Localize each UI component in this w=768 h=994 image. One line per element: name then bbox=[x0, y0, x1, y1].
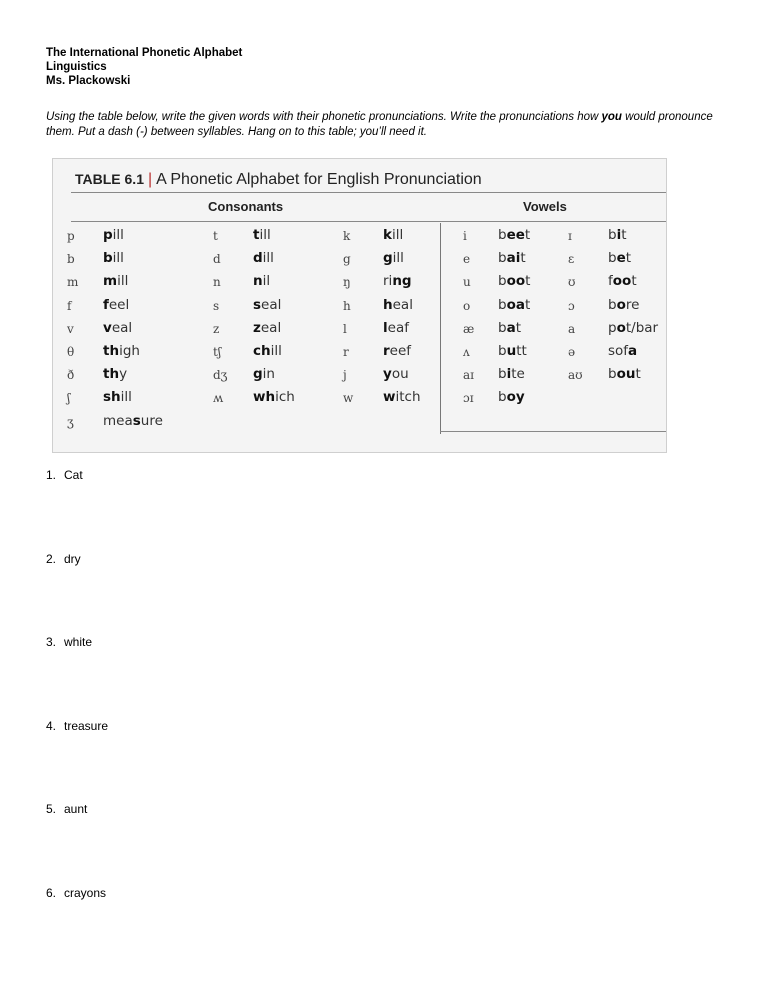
instructions-part2: would pronounce them. Put a dash (-) between syllables. Hang on to this table; you’ll need it. bbox=[46, 111, 713, 138]
vowel-example-word: bout bbox=[608, 366, 641, 383]
consonant-example-word: you bbox=[383, 366, 409, 383]
question-number: 3. bbox=[46, 635, 57, 649]
vowel-symbol: æ bbox=[463, 321, 475, 336]
consonant-symbol: h bbox=[343, 298, 351, 313]
table-title bbox=[75, 171, 482, 189]
vowel-symbol: aʊ bbox=[568, 368, 583, 383]
title-separator: | bbox=[147, 171, 153, 188]
vowel-symbol: ɛ bbox=[568, 252, 575, 267]
consonant-example-word: mill bbox=[103, 273, 129, 290]
worksheet-title: The International Phonetic Alphabet bbox=[46, 47, 243, 59]
vowel-example-word: bet bbox=[608, 250, 632, 267]
vowel-example-word: sofa bbox=[608, 343, 638, 359]
consonant-example-word: nil bbox=[253, 273, 271, 290]
vowel-symbol: aɪ bbox=[463, 368, 474, 383]
vowel-example-word: boy bbox=[498, 389, 525, 406]
vowel-symbol: i bbox=[463, 229, 467, 243]
question-number: 5. bbox=[46, 802, 57, 816]
consonant-symbol: dʒ bbox=[213, 368, 228, 383]
consonant-symbol: tʃ bbox=[213, 345, 222, 359]
consonant-example-word: thy bbox=[103, 366, 128, 383]
consonant-symbol: n bbox=[213, 275, 221, 290]
question-item bbox=[46, 802, 87, 816]
question-word: Cat bbox=[64, 468, 83, 482]
vowel-example-word: bait bbox=[498, 250, 526, 267]
table-divider bbox=[440, 223, 441, 434]
consonant-symbol: f bbox=[67, 298, 72, 313]
instructions-emphasis: you bbox=[601, 111, 622, 123]
vowel-symbol: ɪ bbox=[568, 229, 572, 243]
question-word: aunt bbox=[64, 802, 88, 816]
consonant-example-word: heal bbox=[383, 296, 413, 313]
question-number: 4. bbox=[46, 718, 57, 733]
vowel-example-word: bore bbox=[608, 296, 640, 313]
question-word: dry bbox=[64, 551, 81, 566]
question-item bbox=[46, 552, 81, 566]
vowel-example-word: butt bbox=[498, 343, 527, 359]
consonant-example-word: ring bbox=[383, 273, 412, 290]
consonant-symbol: m bbox=[67, 275, 79, 290]
consonant-symbol: j bbox=[343, 368, 347, 383]
question-item bbox=[46, 468, 83, 482]
vowel-example-word: bite bbox=[498, 366, 525, 383]
question-item bbox=[46, 719, 108, 733]
consonant-symbol: ʍ bbox=[213, 391, 224, 406]
consonant-symbol: d bbox=[213, 252, 221, 267]
vowel-example-word: beet bbox=[498, 227, 531, 243]
consonant-symbol: s bbox=[213, 298, 220, 313]
consonant-symbol: v bbox=[67, 321, 74, 336]
consonants-heading: Consonants bbox=[208, 199, 284, 214]
consonant-symbol: ŋ bbox=[343, 275, 351, 290]
vowel-example-word: pot/bar bbox=[608, 319, 659, 336]
question-word: white bbox=[64, 635, 93, 649]
consonant-example-word: chill bbox=[253, 343, 282, 359]
question-word: treasure bbox=[64, 718, 109, 733]
consonant-symbol: k bbox=[343, 229, 351, 243]
consonant-example-word: gin bbox=[253, 366, 275, 383]
consonant-example-word: pill bbox=[103, 227, 124, 243]
instructions bbox=[46, 110, 726, 140]
table-title-text: A Phonetic Alphabet for English Pronunciation bbox=[156, 171, 482, 188]
consonant-example-word: thigh bbox=[103, 343, 140, 359]
vowel-symbol: u bbox=[463, 275, 471, 290]
consonant-example-word: till bbox=[253, 227, 271, 243]
question-number: 6. bbox=[46, 885, 57, 900]
course-name: Linguistics bbox=[46, 61, 107, 73]
consonant-example-word: measure bbox=[103, 412, 163, 429]
consonant-example-word: leaf bbox=[383, 319, 409, 336]
vowel-symbol: o bbox=[463, 298, 471, 313]
vowel-example-word: bat bbox=[498, 319, 521, 336]
header-rule bbox=[71, 221, 666, 222]
title-rule bbox=[71, 192, 666, 193]
vowel-bottom-rule bbox=[440, 431, 666, 432]
consonant-symbol: l bbox=[343, 321, 347, 336]
consonant-symbol: ʒ bbox=[67, 414, 74, 429]
consonant-symbol: b bbox=[67, 252, 75, 267]
consonant-symbol: g bbox=[343, 252, 351, 267]
consonant-example-word: reef bbox=[383, 343, 412, 359]
consonant-example-word: veal bbox=[103, 319, 133, 336]
vowel-symbol: ɔɪ bbox=[463, 391, 474, 406]
consonant-symbol: r bbox=[343, 345, 349, 359]
vowel-symbol: e bbox=[463, 252, 471, 267]
worksheet-header bbox=[46, 46, 242, 88]
consonant-symbol: θ bbox=[67, 345, 75, 359]
vowel-example-word: foot bbox=[608, 273, 637, 290]
vowel-symbol: ʌ bbox=[463, 345, 470, 359]
instructions-part1: Using the table below, write the given words with their phonetic pronunciations. Write the pronunciations how bbox=[46, 111, 602, 123]
question-item bbox=[46, 886, 106, 900]
consonant-symbol: ʃ bbox=[67, 391, 71, 406]
question-word: crayons bbox=[64, 885, 107, 900]
consonant-symbol: w bbox=[343, 391, 354, 406]
consonant-symbol: p bbox=[67, 229, 75, 243]
vowels-heading: Vowels bbox=[523, 199, 567, 214]
vowel-symbol: ʊ bbox=[568, 275, 576, 290]
consonant-example-word: which bbox=[253, 389, 295, 406]
question-item bbox=[46, 635, 92, 649]
phonetic-alphabet-table bbox=[52, 158, 667, 453]
consonant-example-word: seal bbox=[253, 296, 282, 313]
consonant-example-word: witch bbox=[383, 389, 421, 406]
vowel-example-word: boot bbox=[498, 273, 531, 290]
consonant-example-word: zeal bbox=[253, 319, 282, 336]
consonant-example-word: shill bbox=[103, 389, 132, 406]
vowel-symbol: ɔ bbox=[568, 298, 575, 313]
consonant-example-word: dill bbox=[253, 250, 274, 267]
teacher-name: Ms. Plackowski bbox=[46, 75, 131, 87]
table-number: TABLE 6.1 bbox=[75, 171, 144, 187]
vowel-symbol: ə bbox=[568, 345, 576, 359]
vowel-example-word: boat bbox=[498, 296, 531, 313]
consonant-symbol: z bbox=[213, 321, 220, 336]
consonant-example-word: kill bbox=[383, 227, 404, 243]
vowel-example-word: bit bbox=[608, 227, 627, 243]
consonant-example-word: gill bbox=[383, 250, 404, 267]
question-number: 1. bbox=[46, 468, 57, 482]
consonant-symbol: t bbox=[213, 229, 218, 243]
question-number: 2. bbox=[46, 551, 57, 566]
consonant-example-word: bill bbox=[103, 250, 124, 267]
vowel-symbol: a bbox=[568, 321, 576, 336]
consonant-symbol: ð bbox=[67, 368, 75, 383]
consonant-example-word: feel bbox=[103, 296, 130, 313]
